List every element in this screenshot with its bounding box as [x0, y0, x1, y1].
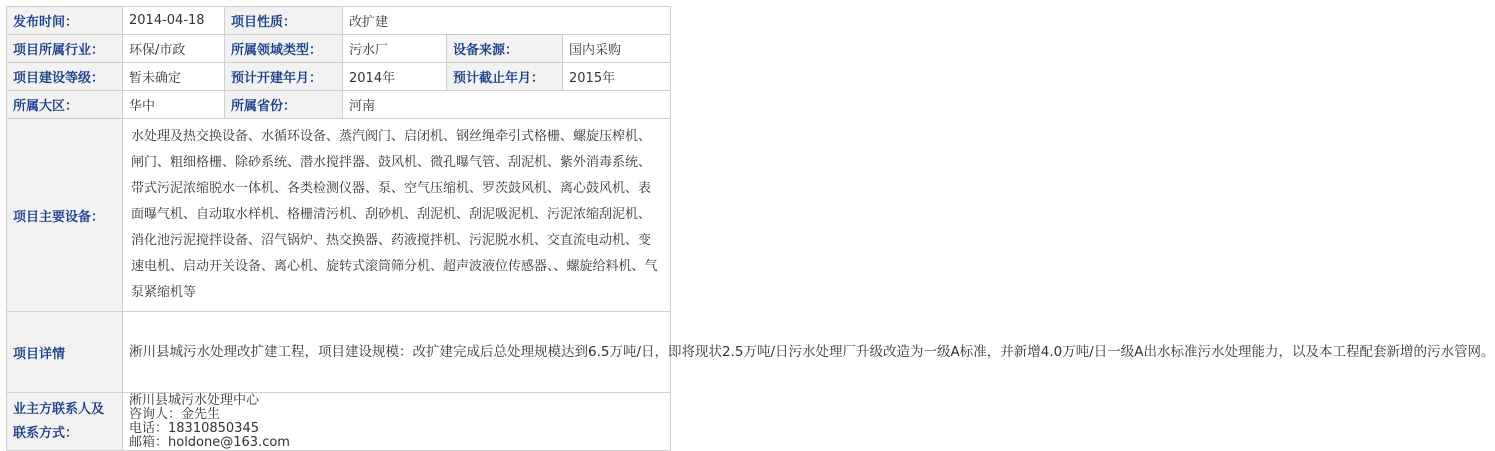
project-nature-value: 改扩建: [343, 7, 671, 35]
contact-value: [123, 393, 671, 451]
planned-start-value: 2014年: [343, 63, 447, 91]
project-nature-label: 项目性质：: [225, 7, 343, 35]
contact-person: 咨询人：金先生: [129, 406, 221, 422]
region-label: 所属大区：: [7, 91, 123, 119]
publish-time-label: 发布时间：: [7, 7, 123, 35]
contact-org: 淅川县城污水处理中心: [129, 392, 260, 408]
planned-start-label: 预计开建年月：: [225, 63, 343, 91]
row-industry: [7, 35, 671, 63]
equipment-source-label: 设备来源：: [447, 35, 563, 63]
row-grade: [7, 63, 671, 91]
detail-value: 淅川县城污水处理改扩建工程，项目建设规模：改扩建完成后总处理规模达到6.5万吨/日，即将现状2.5万吨/日污水处理厂升级改造为一级A标准，并新增4.0万吨/日一级A出水标准污水处理能力，以及本工程配套新增的污水管网。: [123, 312, 671, 393]
contact-label: 业主方联系人及联系方式：: [7, 393, 123, 451]
row-detail: [7, 312, 671, 393]
industry-label: 项目所属行业：: [7, 35, 123, 63]
region-value: 华中: [123, 91, 225, 119]
equipment-source-value: 国内采购: [563, 35, 671, 63]
project-info-table: [6, 6, 1495, 451]
domain-type-label: 所属领域类型：: [225, 35, 343, 63]
contact-email: 邮箱：holdone@163.com: [129, 434, 290, 450]
province-label: 所属省份：: [225, 91, 343, 119]
detail-label: 项目详情: [7, 312, 123, 393]
row-equipment: [7, 119, 671, 312]
publish-time-value: 2014-04-18: [123, 7, 225, 35]
main-equipment-label: 项目主要设备：: [7, 119, 123, 312]
build-grade-label: 项目建设等级：: [7, 63, 123, 91]
province-value: 河南: [343, 91, 671, 119]
planned-end-label: 预计截止年月：: [447, 63, 563, 91]
contact-phone: 电话：18310850345: [129, 420, 259, 436]
planned-end-value: 2015年: [563, 63, 671, 91]
build-grade-value: 暂未确定: [123, 63, 225, 91]
row-region: [7, 91, 671, 119]
industry-value: 环保/市政: [123, 35, 225, 63]
row-contact: [7, 393, 671, 451]
row-publish: [7, 7, 671, 35]
domain-type-value: 污水厂: [343, 35, 447, 63]
main-equipment-value: 水处理及热交换设备、水循环设备、蒸汽阀门、启闭机、钢丝绳牵引式格栅、螺旋压榨机、闸门、粗细格栅、除砂系统、潜水搅拌器、鼓风机、微孔曝气管、刮泥机、紫外消毒系统、带式污泥浓缩脱水一体机、各类检测仪器、泵、空气压缩机、罗茨鼓风机、离心鼓风机、表面曝气机、自动取水样机、格栅清污机、刮砂机、刮泥机、刮泥吸泥机、污泥浓缩刮泥机、消化池污泥搅拌设备、沼气锅炉、热交换器、药液搅拌机、污泥脱水机、交直流电动机、变速电机、启动开关设备、离心机、旋转式滚筒筛分机、超声波液位传感器、、螺旋给料机、气泵紧缩机等: [123, 119, 671, 312]
